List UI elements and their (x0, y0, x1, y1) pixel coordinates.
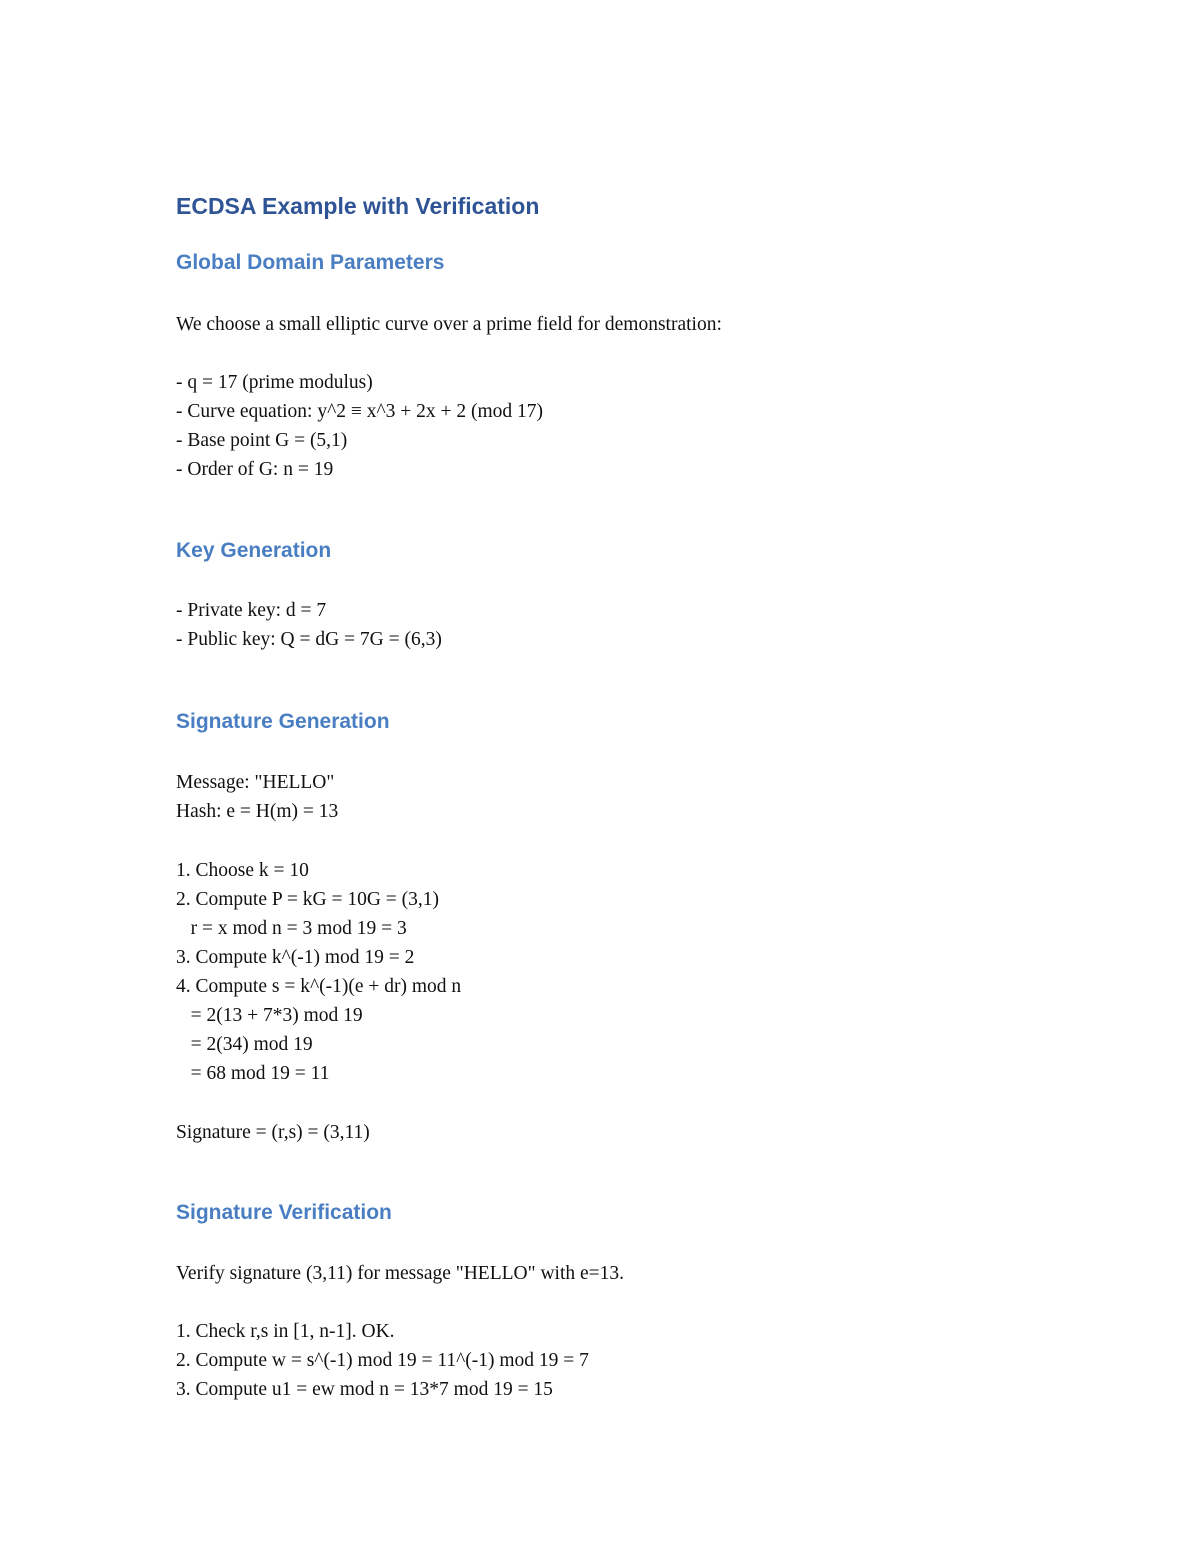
heading-key-generation: Key Generation (176, 539, 332, 562)
document-title: ECDSA Example with Verification (176, 193, 540, 219)
domain-intro: We choose a small elliptic curve over a prime field for demonstration: (176, 314, 722, 335)
sigver-step: 1. Check r,s in [1, n-1]. OK. (176, 1321, 395, 1342)
keygen-line: - Private key: d = 7 (176, 600, 327, 621)
keygen-line: - Public key: Q = dG = 7G = (6,3) (176, 629, 442, 650)
domain-line: - Order of G: n = 19 (176, 459, 334, 480)
heading-signature-verification: Signature Verification (176, 1201, 392, 1224)
sigver-step: 2. Compute w = s^(-1) mod 19 = 11^(-1) mod 19 = 7 (176, 1350, 589, 1371)
domain-line: - Base point G = (5,1) (176, 430, 348, 451)
siggen-message: Message: "HELLO" (176, 772, 335, 793)
siggen-step: 4. Compute s = k^(-1)(e + dr) mod n (176, 976, 462, 997)
heading-global-domain-parameters: Global Domain Parameters (176, 251, 445, 274)
siggen-step: 2. Compute P = kG = 10G = (3,1) (176, 889, 440, 910)
siggen-step: = 2(13 + 7*3) mod 19 (176, 1005, 363, 1026)
siggen-hash: Hash: e = H(m) = 13 (176, 801, 339, 822)
domain-line: - q = 17 (prime modulus) (176, 372, 373, 393)
sigver-intro: Verify signature (3,11) for message "HELLO" with e=13. (176, 1263, 625, 1284)
siggen-signature: Signature = (r,s) = (3,11) (176, 1122, 370, 1143)
siggen-step: = 68 mod 19 = 11 (176, 1063, 330, 1084)
siggen-step: r = x mod n = 3 mod 19 = 3 (176, 918, 407, 939)
siggen-step: = 2(34) mod 19 (176, 1034, 313, 1055)
siggen-step: 1. Choose k = 10 (176, 860, 309, 881)
sigver-step: 3. Compute u1 = ew mod n = 13*7 mod 19 = 15 (176, 1379, 553, 1400)
heading-signature-generation: Signature Generation (176, 710, 390, 733)
siggen-step: 3. Compute k^(-1) mod 19 = 2 (176, 947, 415, 968)
domain-line: - Curve equation: y^2 ≡ x^3 + 2x + 2 (mod 17) (176, 401, 544, 422)
